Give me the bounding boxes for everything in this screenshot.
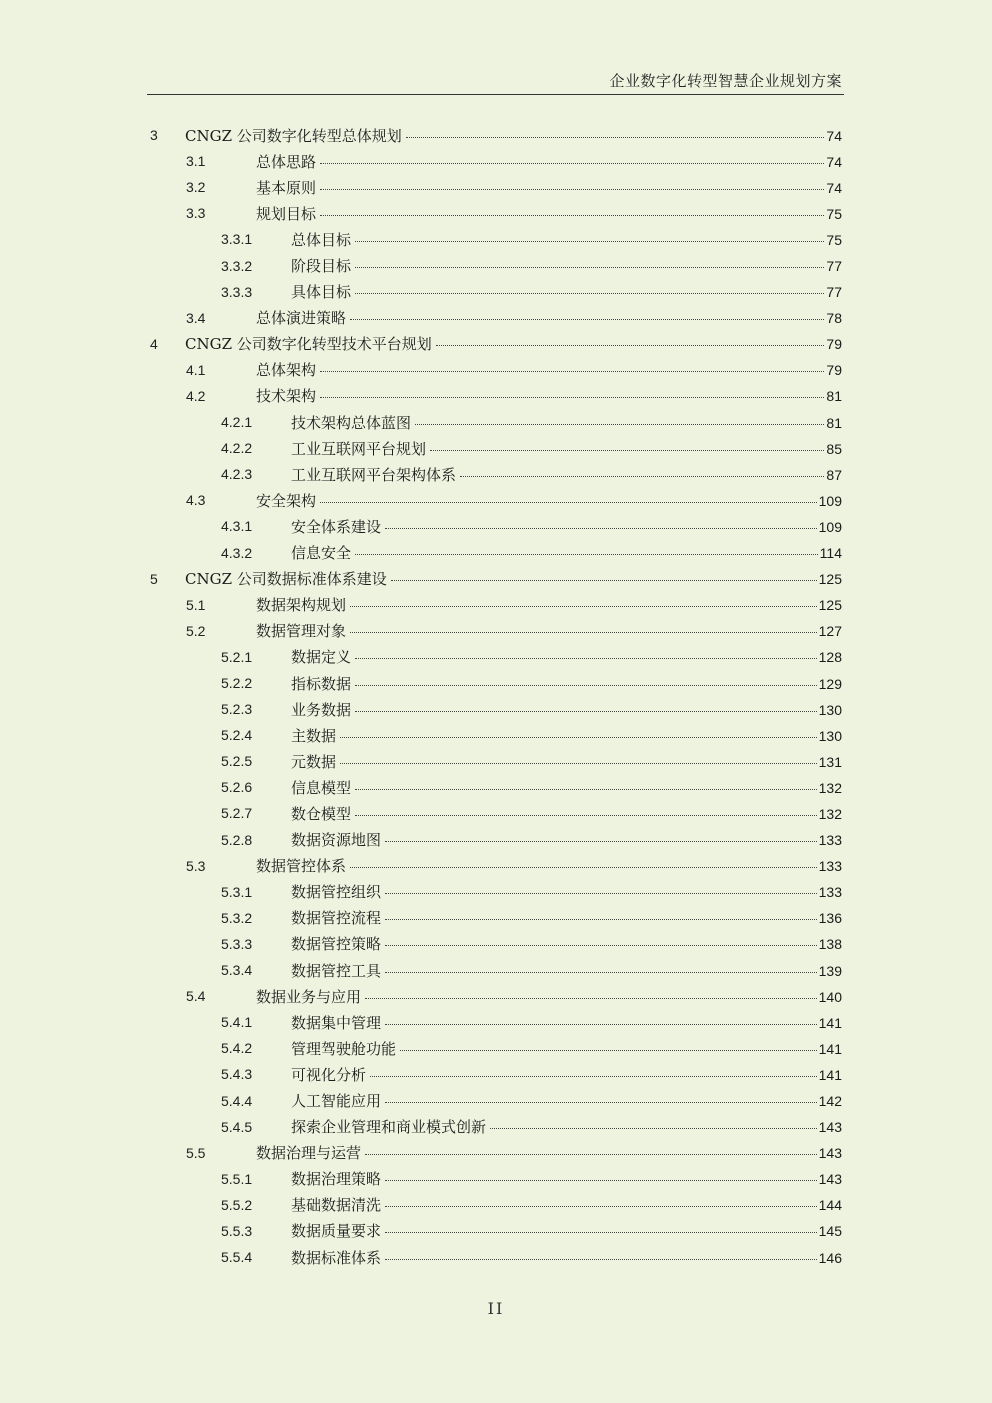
toc-entry-title: 技术架构: [256, 387, 317, 406]
toc-entry-page: 77: [826, 258, 842, 275]
toc-entry-page: 133: [818, 858, 842, 875]
toc-entry-title: 基础数据清洗: [291, 1196, 382, 1215]
toc-entry-line: [291, 777, 842, 798]
toc-entry-page: 130: [818, 701, 842, 718]
toc-entry-line: [256, 1142, 842, 1163]
dot-leader: [430, 449, 824, 451]
toc-entry-number: 3.1: [186, 153, 206, 170]
toc-entry-page: 81: [826, 414, 842, 431]
toc-entry[interactable]: [150, 226, 842, 252]
toc-entry-line: [256, 986, 842, 1007]
toc-entry-page: 130: [818, 727, 842, 744]
toc-entry[interactable]: [150, 748, 842, 774]
dot-leader: [320, 214, 824, 216]
toc-entry-line: [291, 933, 842, 954]
toc-entry-title: 数据管控体系: [256, 857, 347, 876]
toc-entry[interactable]: [150, 670, 842, 696]
dot-leader: [391, 579, 817, 581]
toc-entry-number: 4.3.1: [221, 518, 253, 535]
toc-entry-number: 3.3.3: [221, 283, 253, 300]
toc-entry-number: 4.1: [186, 361, 206, 378]
dot-leader: [406, 136, 825, 138]
toc-entry-title: 管理驾驶舱功能: [291, 1039, 397, 1058]
dot-leader: [385, 1023, 817, 1025]
toc-entry-page: 78: [826, 310, 842, 327]
dot-leader: [355, 292, 824, 294]
toc-entry[interactable]: [150, 122, 842, 148]
dot-leader: [340, 736, 817, 738]
toc-entry-page: 145: [818, 1223, 842, 1240]
toc-entry-page: 74: [826, 153, 842, 170]
toc-entry-title: 数据管理对象: [256, 622, 347, 641]
table-of-contents: [150, 122, 842, 1270]
toc-entry-number: 5.4.3: [221, 1066, 253, 1083]
toc-entry-line: [291, 412, 842, 433]
toc-entry[interactable]: [150, 774, 842, 800]
toc-entry-page: 79: [826, 362, 842, 379]
toc-entry-title: 总体思路: [256, 152, 317, 171]
dot-leader: [320, 162, 824, 164]
dot-leader: [385, 918, 817, 920]
toc-entry-number: 3.3.1: [221, 231, 253, 248]
toc-entry-title: 信息模型: [291, 778, 352, 797]
toc-entry-page: 109: [818, 518, 842, 535]
toc-entry-line: [291, 229, 842, 250]
toc-entry-page: 143: [818, 1145, 842, 1162]
toc-entry-page: 125: [818, 597, 842, 614]
toc-entry-line: [256, 203, 842, 224]
toc-entry-title: CNGZ 公司数据标准体系建设: [185, 570, 387, 589]
toc-entry-number: 5.2.1: [221, 648, 253, 665]
toc-entry-page: 75: [826, 205, 842, 222]
toc-entry-title: 数仓模型: [291, 804, 352, 823]
dot-leader: [350, 866, 817, 868]
toc-entry-number: 5.2.3: [221, 701, 253, 718]
toc-entry[interactable]: [150, 800, 842, 826]
toc-entry-line: [291, 907, 842, 928]
toc-entry-line: [185, 568, 842, 589]
toc-entry[interactable]: [150, 905, 842, 931]
toc-entry-line: [291, 646, 842, 667]
toc-entry-line: [291, 751, 842, 772]
toc-entry-line: [256, 151, 842, 172]
toc-entry-line: [291, 464, 842, 485]
toc-entry-title: CNGZ 公司数字化转型技术平台规划: [185, 335, 432, 354]
toc-entry-title: 技术架构总体蓝图: [291, 413, 412, 432]
toc-entry[interactable]: [150, 148, 842, 174]
toc-entry-line: [291, 881, 842, 902]
toc-entry-line: [256, 620, 842, 641]
toc-entry-page: 139: [818, 962, 842, 979]
toc-entry-number: 3.3: [186, 205, 206, 222]
toc-entry[interactable]: [150, 644, 842, 670]
dot-leader: [385, 1258, 817, 1260]
toc-entry-number: 5.2.7: [221, 805, 253, 822]
toc-entry-title: 数据资源地图: [291, 831, 382, 850]
toc-entry-line: [291, 1012, 842, 1033]
toc-entry-title: 数据定义: [291, 648, 352, 667]
toc-entry-line: [291, 1038, 842, 1059]
toc-entry-line: [256, 385, 842, 406]
toc-entry-page: 133: [818, 884, 842, 901]
toc-entry-number: 5.3.1: [221, 883, 253, 900]
dot-leader: [355, 266, 824, 268]
toc-entry[interactable]: [150, 252, 842, 278]
toc-entry-page: 140: [818, 988, 842, 1005]
toc-entry-line: [291, 1090, 842, 1111]
toc-entry-number: 5.1: [186, 596, 206, 613]
dot-leader: [385, 971, 817, 973]
page-header: [147, 70, 844, 95]
toc-entry[interactable]: [150, 200, 842, 226]
dot-leader: [400, 1049, 817, 1051]
toc-entry[interactable]: [150, 357, 842, 383]
toc-entry-page: 133: [818, 832, 842, 849]
toc-entry-number: 5.3: [186, 857, 206, 874]
dot-leader: [436, 344, 825, 346]
dot-leader: [355, 657, 817, 659]
toc-entry-title: 数据治理与运营: [256, 1144, 362, 1163]
toc-entry-title: 总体架构: [256, 361, 317, 380]
toc-entry-line: [256, 359, 842, 380]
toc-entry-number: 3.3.2: [221, 257, 253, 274]
toc-entry-title: 数据治理策略: [291, 1170, 382, 1189]
dot-leader: [320, 188, 824, 190]
toc-entry[interactable]: [150, 853, 842, 879]
dot-leader: [490, 1127, 817, 1129]
dot-leader: [365, 1153, 817, 1155]
dot-leader: [385, 1179, 817, 1181]
dot-leader: [350, 631, 817, 633]
toc-entry[interactable]: [150, 722, 842, 748]
toc-entry-line: [291, 1194, 842, 1215]
toc-entry-title: 业务数据: [291, 700, 352, 719]
toc-entry[interactable]: [150, 1140, 842, 1166]
toc-entry-line: [291, 1168, 842, 1189]
toc-entry[interactable]: [150, 983, 842, 1009]
dot-leader: [355, 240, 824, 242]
toc-entry[interactable]: [150, 461, 842, 487]
toc-entry-number: 4.2.3: [221, 466, 253, 483]
toc-entry-title: 总体目标: [291, 230, 352, 249]
toc-entry-line: [256, 177, 842, 198]
toc-entry-line: [291, 699, 842, 720]
toc-entry-page: 142: [818, 1093, 842, 1110]
dot-leader: [385, 944, 817, 946]
toc-entry-number: 4.2.1: [221, 414, 253, 431]
toc-entry[interactable]: [150, 1114, 842, 1140]
toc-entry-page: 125: [818, 571, 842, 588]
toc-entry[interactable]: [150, 331, 842, 357]
toc-entry[interactable]: [150, 1009, 842, 1035]
toc-entry-number: 5.4.1: [221, 1014, 253, 1031]
dot-leader: [355, 710, 817, 712]
toc-entry-page: 75: [826, 231, 842, 248]
toc-entry-number: 5: [150, 570, 158, 587]
toc-entry-page: 141: [818, 1014, 842, 1031]
toc-entry-number: 4.2: [186, 387, 206, 404]
toc-entry-line: [291, 673, 842, 694]
toc-entry-number: 4.2.2: [221, 440, 253, 457]
toc-entry-line: [256, 307, 842, 328]
dot-leader: [415, 423, 824, 425]
toc-entry-number: 5.2.8: [221, 831, 253, 848]
toc-entry[interactable]: [150, 592, 842, 618]
toc-entry-title: 可视化分析: [291, 1065, 367, 1084]
toc-entry-number: 5.3.3: [221, 935, 253, 952]
toc-entry-title: 数据管控流程: [291, 909, 382, 928]
toc-entry[interactable]: [150, 931, 842, 957]
toc-entry-line: [291, 542, 842, 563]
toc-entry-title: 具体目标: [291, 283, 352, 302]
toc-entry-title: 数据管控组织: [291, 883, 382, 902]
toc-entry[interactable]: [150, 566, 842, 592]
toc-entry-title: 阶段目标: [291, 257, 352, 276]
toc-entry-title: 元数据: [291, 752, 337, 771]
toc-entry-number: 3.2: [186, 179, 206, 196]
dot-leader: [320, 501, 817, 503]
toc-entry-page: 141: [818, 1066, 842, 1083]
toc-entry-title: 数据管控策略: [291, 935, 382, 954]
toc-entry-title: 探索企业管理和商业模式创新: [291, 1118, 487, 1137]
toc-entry-page: 136: [818, 910, 842, 927]
toc-entry[interactable]: [150, 174, 842, 200]
toc-entry-number: 4.3.2: [221, 544, 253, 561]
toc-entry[interactable]: [150, 879, 842, 905]
toc-entry-number: 5.4.4: [221, 1092, 253, 1109]
toc-entry-number: 5.4.2: [221, 1040, 253, 1057]
dot-leader: [385, 1231, 817, 1233]
toc-entry-line: [185, 125, 842, 146]
toc-entry[interactable]: [150, 696, 842, 722]
toc-entry-page: 138: [818, 936, 842, 953]
toc-entry-title: CNGZ 公司数字化转型总体规划: [185, 126, 402, 145]
dot-leader: [385, 1205, 817, 1207]
dot-leader: [385, 840, 817, 842]
dot-leader: [350, 318, 824, 320]
toc-entry-page: 131: [818, 753, 842, 770]
toc-entry-line: [291, 829, 842, 850]
toc-entry-line: [291, 1064, 842, 1085]
toc-entry-title: 数据集中管理: [291, 1013, 382, 1032]
page-number: II: [487, 1299, 505, 1318]
toc-entry-number: 4: [150, 335, 158, 352]
toc-entry[interactable]: [150, 487, 842, 513]
toc-entry-number: 5.2: [186, 622, 206, 639]
dot-leader: [340, 762, 817, 764]
toc-entry-number: 5.5.4: [221, 1249, 253, 1266]
toc-entry-title: 安全架构: [256, 491, 317, 510]
toc-entry[interactable]: [150, 279, 842, 305]
toc-entry[interactable]: [150, 1035, 842, 1061]
toc-entry-line: [291, 803, 842, 824]
toc-entry[interactable]: [150, 957, 842, 983]
header-title: 企业数字化转型智慧企业规划方案: [609, 72, 842, 90]
toc-entry-page: 128: [818, 649, 842, 666]
toc-entry[interactable]: [150, 409, 842, 435]
toc-entry-page: 132: [818, 779, 842, 796]
toc-entry-page: 81: [826, 388, 842, 405]
toc-entry-title: 人工智能应用: [291, 1092, 382, 1111]
toc-entry-page: 146: [818, 1249, 842, 1266]
toc-entry-title: 指标数据: [291, 674, 352, 693]
toc-entry-title: 工业互联网平台架构体系: [291, 465, 457, 484]
dot-leader: [365, 997, 817, 999]
toc-entry[interactable]: [150, 1192, 842, 1218]
toc-entry-title: 安全体系建设: [291, 517, 382, 536]
toc-entry-title: 数据质量要求: [291, 1222, 382, 1241]
toc-entry-page: 109: [818, 492, 842, 509]
toc-entry-page: 77: [826, 284, 842, 301]
toc-entry-line: [291, 1116, 842, 1137]
dot-leader: [460, 475, 824, 477]
toc-entry-number: 5.5: [186, 1144, 206, 1161]
dot-leader: [355, 814, 817, 816]
toc-entry-number: 5.5.2: [221, 1196, 253, 1213]
dot-leader: [350, 605, 817, 607]
toc-entry-page: 129: [818, 675, 842, 692]
dot-leader: [385, 527, 817, 529]
dot-leader: [355, 684, 817, 686]
toc-entry-number: 4.3: [186, 492, 206, 509]
toc-entry-page: 114: [819, 545, 842, 562]
toc-entry[interactable]: [150, 1166, 842, 1192]
toc-entry-line: [291, 1220, 842, 1241]
dot-leader: [355, 788, 817, 790]
toc-entry[interactable]: [150, 618, 842, 644]
toc-entry-number: 5.3.2: [221, 909, 253, 926]
dot-leader: [385, 1101, 817, 1103]
toc-entry[interactable]: [150, 827, 842, 853]
toc-entry-line: [291, 960, 842, 981]
toc-entry-page: 85: [826, 440, 842, 457]
toc-entry-number: 5.4: [186, 988, 206, 1005]
toc-entry-number: 5.3.4: [221, 962, 253, 979]
toc-entry-title: 规划目标: [256, 204, 317, 223]
toc-entry-line: [291, 281, 842, 302]
toc-entry-title: 数据标准体系: [291, 1248, 382, 1267]
toc-entry-number: 3: [150, 127, 158, 144]
toc-entry-number: 3.4: [186, 309, 206, 326]
toc-entry-number: 5.5.1: [221, 1170, 253, 1187]
toc-entry-line: [291, 516, 842, 537]
toc-entry-number: 5.2.6: [221, 779, 253, 796]
toc-entry-page: 79: [826, 336, 842, 353]
toc-entry-title: 数据业务与应用: [256, 987, 362, 1006]
toc-entry-line: [291, 438, 842, 459]
toc-entry-line: [256, 855, 842, 876]
dot-leader: [370, 1075, 817, 1077]
toc-entry[interactable]: [150, 383, 842, 409]
toc-entry-title: 数据管控工具: [291, 961, 382, 980]
toc-entry-number: 5.2.2: [221, 675, 253, 692]
toc-entry[interactable]: [150, 1061, 842, 1087]
toc-entry-line: [291, 1247, 842, 1268]
dot-leader: [385, 892, 817, 894]
toc-entry-line: [291, 255, 842, 276]
toc-entry-title: 数据架构规划: [256, 596, 347, 615]
toc-entry-page: 141: [818, 1040, 842, 1057]
toc-entry[interactable]: [150, 1087, 842, 1113]
dot-leader: [320, 370, 824, 372]
toc-entry-line: [256, 594, 842, 615]
toc-entry[interactable]: [150, 305, 842, 331]
toc-entry-line: [185, 333, 842, 354]
toc-entry-title: 基本原则: [256, 178, 317, 197]
toc-entry-line: [291, 725, 842, 746]
toc-entry-title: 工业互联网平台规划: [291, 439, 427, 458]
toc-entry-page: 143: [818, 1119, 842, 1136]
toc-entry-line: [256, 490, 842, 511]
toc-entry-number: 5.4.5: [221, 1118, 253, 1135]
toc-entry[interactable]: [150, 1244, 842, 1270]
toc-entry[interactable]: [150, 435, 842, 461]
toc-entry-title: 信息安全: [291, 544, 352, 563]
toc-entry-page: 87: [826, 466, 842, 483]
dot-leader: [355, 553, 818, 555]
toc-entry-page: 127: [818, 623, 842, 640]
toc-entry-page: 143: [818, 1171, 842, 1188]
toc-entry-page: 144: [818, 1197, 842, 1214]
toc-entry-number: 5.5.3: [221, 1222, 253, 1239]
toc-entry-number: 5.2.5: [221, 753, 253, 770]
toc-entry-title: 总体演进策略: [256, 309, 347, 328]
toc-entry-page: 132: [818, 805, 842, 822]
toc-entry-title: 主数据: [291, 726, 337, 745]
toc-entry[interactable]: [150, 540, 842, 566]
toc-entry[interactable]: [150, 1218, 842, 1244]
toc-entry-page: 74: [826, 179, 842, 196]
dot-leader: [320, 396, 824, 398]
toc-entry-page: 74: [826, 127, 842, 144]
toc-entry-number: 5.2.4: [221, 727, 253, 744]
toc-entry[interactable]: [150, 513, 842, 539]
